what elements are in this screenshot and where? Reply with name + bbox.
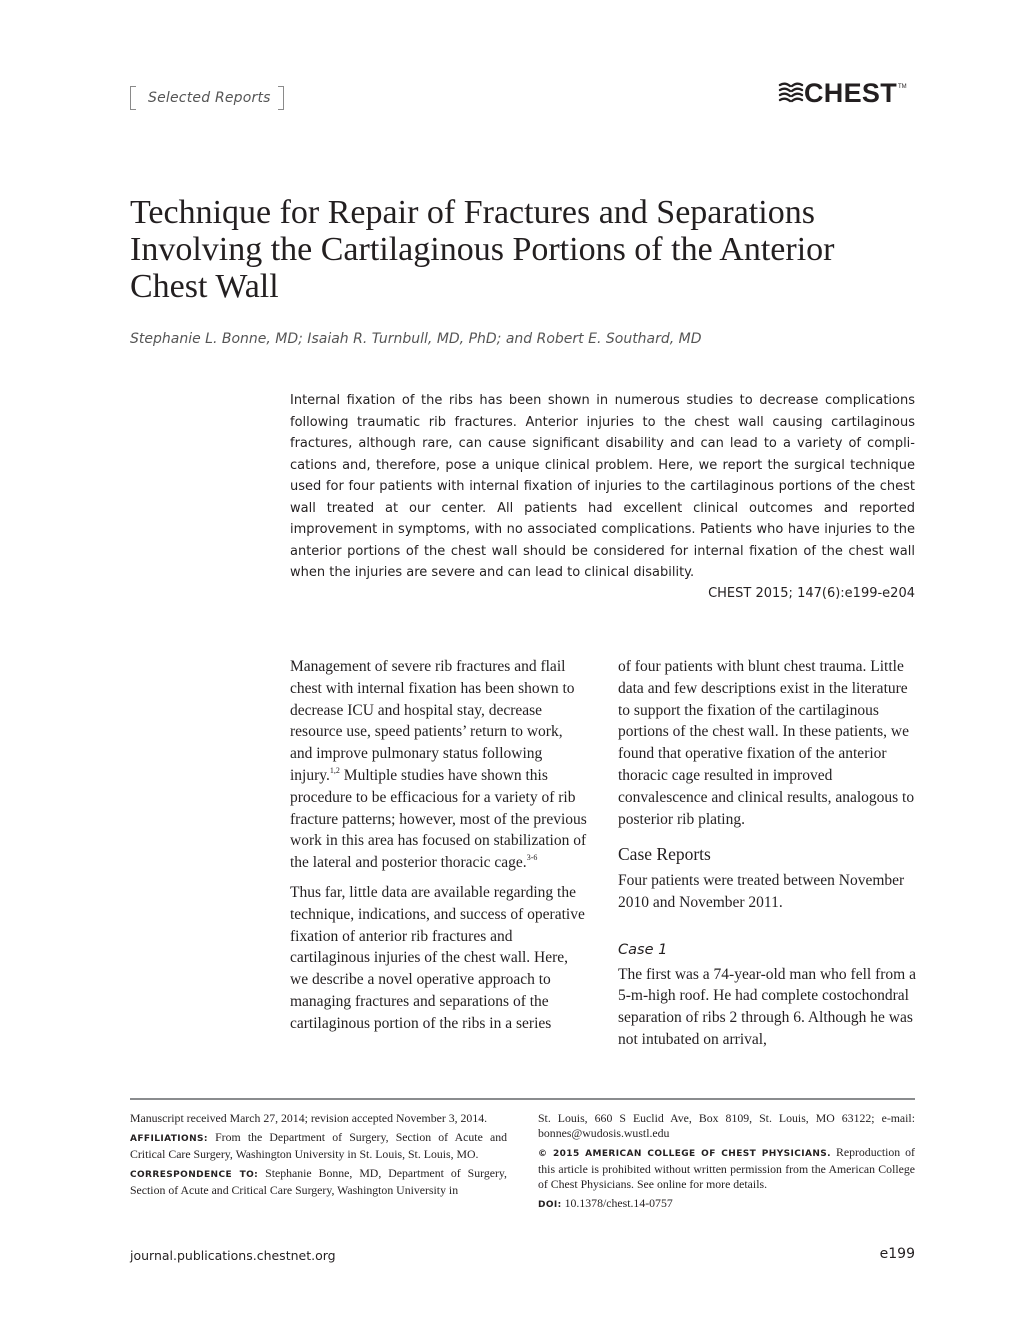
affiliations: AFFILIATIONS: From the Department of Surgery, Section of Acute and Critical Care Surgery, Washington University in St. Louis, St. Louis, MO. [130,1130,507,1161]
footnotes-right [538,1111,915,1217]
body-column-right [618,656,916,1051]
body-paragraph: Thus far, little data are available regarding the technique, indications, and success of operative fixation of anterior rib fractures and cartilaginous injuries of the chest wall. Here, we describe a novel operative approach to managing fractures and separations of the cartilaginous portion of the ribs in a series [290,883,585,1032]
reference-superscript[interactable]: 1,2 [329,765,340,775]
section-bracket-left [130,86,136,110]
journal-url[interactable]: journal.publications.chestnet.org [130,1248,336,1263]
footnote-divider [130,1098,915,1100]
section-heading-case-reports: Case Reports [618,844,711,865]
body-paragraph: The first was a 74-year-old man who fell from a 5-m-high roof. He had complete costochondral separation of ribs 2 through 6. Although he was not intubated on arrival, [618,965,916,1048]
doi: DOI: 10.1378/chest.14-0757 [538,1196,673,1210]
body-column-left [290,656,588,1043]
citation: CHEST 2015; 147(6):e199-e204 [708,586,915,601]
reference-superscript[interactable]: 3-6 [526,853,538,863]
body-paragraph: Management of severe rib fractures and flail chest with internal fixation has been shown to decrease ICU and hospital stay, decrease resource use, speed patients’ return to work, and improve pulmonary status following injury.$^{1,2}$ Multiple studies have shown this procedure to be efficacious for a variety of rib fracture patterns; however, most of the previous work in this area has focused on stabilization of the lateral and posterior thoracic cage.$^{3-6}$ [290,658,587,872]
doi-link[interactable]: 10.1378/chest.14-0757 [561,1196,673,1210]
correspondence: CORRESPONDENCE TO: Stephanie Bonne, MD, Department of Surgery, Section of Acute and Critical Care Surgery, Washington University in [130,1166,507,1197]
logo-text: CHEST [804,78,898,108]
correspondence-address: St. Louis, 660 S Euclid Ave, Box 8109, St. Louis, MO 63122; e-mail: bonnes@wudosis.wustl.edu [538,1111,915,1140]
chest-logo [778,78,907,108]
abstract: Internal fixation of the ribs has been shown in numerous studies to decrease complications following traumatic rib fractures. Anterior injuries to the chest wall causing cartilaginous fractures, although rare, can cause significant disability and can lead to a variety of compli-cations and, therefore, pose a unique clinical problem. Here, we report the surgical technique used for four patients with internal fixation of injuries to the cartilaginous portions of the chest wall treated at our center. All patients had excellent clinical outcomes and reported improvement in symptoms, with no associated complications. Patients who have injuries to the anterior portions of the chest wall should be considered for internal fixation of the chest wall when the injuries are severe and can lead to clinical disability. [290,393,915,580]
body-paragraph: Four patients were treated between November 2010 and November 2011. [618,872,905,911]
article-authors: Stephanie L. Bonne, MD; Isaiah R. Turnbull, MD, PhD; and Robert E. Southard, MD [130,331,702,347]
footnotes-left [130,1111,507,1202]
logo-trademark: TM [898,84,907,90]
page-number: e199 [879,1246,915,1262]
section-bracket-right [278,86,284,110]
copyright: © 2015 AMERICAN COLLEGE OF CHEST PHYSICIANS. Reproduction of this article is prohibited without written permission from the American College of Chest Physicians. See online for more details. [538,1145,915,1191]
section-label: Selected Reports [148,90,271,106]
subsection-heading-case-1: Case 1 [618,941,668,958]
article-title: Technique for Repair of Fractures and Separations Involving the Cartilaginous Portions of the Anterior Chest Wall [130,194,835,305]
manuscript-dates: Manuscript received March 27, 2014; revision accepted November 3, 2014. [130,1111,488,1125]
body-paragraph: of four patients with blunt chest trauma. Little data and few descriptions exist in the literature to support the fixation of the cartilaginous portions of the chest wall. In these patients, we found that operative fixation of the anterior thoracic cage resulted in improved convalescence and clinical results, analogous to posterior rib plating. [618,658,915,828]
rib-cage-icon [778,82,804,104]
